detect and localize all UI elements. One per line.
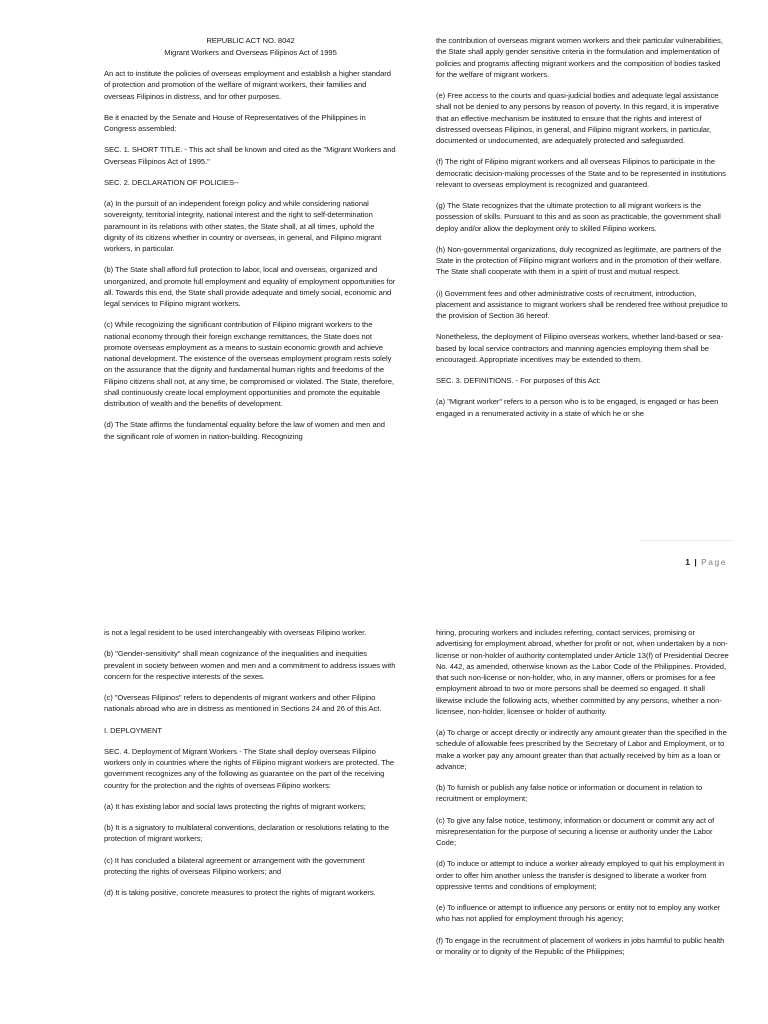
paragraph: (b) It is a signatory to multilateral conventions, declaration or resolutions relating to the protection of migrant workers;	[104, 823, 389, 844]
paragraph: (b) To furnish or publish any false notice or information or document in relation to recruitment or employment;	[436, 783, 703, 804]
section-heading: SEC. 2. DECLARATION OF POLICIES--	[104, 177, 239, 187]
page-footer	[685, 557, 727, 567]
paragraph: (d) It is taking positive, concrete measures to protect the rights of migrant workers.	[104, 888, 376, 897]
paragraph: (i) Government fees and other administrative costs of recruitment, introduction, placement and assistance to migrant workers shall be rendered free without prejudice to the provision of Section 36 hereof.	[436, 288, 728, 320]
paragraph: (f) The right of Filipino migrant workers and all overseas Filipinos to participate in the democratic decision-making processes of the State and to be represented in institutions relevant to overseas employment is recognized and guaranteed.	[436, 157, 726, 189]
page-1-right-column	[436, 35, 729, 429]
paragraph: SEC. 4. Deployment of Migrant Workers - The State shall deploy overseas Filipino workers only in countries where the rights of Filipino migrant workers are protected. The government recognizes any of the following as guarantee on the part of the receiving country for the protection and the rights of overseas Filipino workers:	[104, 746, 395, 790]
paragraph: the contribution of overseas migrant women workers and their particular vulnerabilities, the State shall apply gender sensitive criteria in the formulation and implementation of policies and programs affecting migrant workers and the composition of bodies tasked for the welfare of migrant workers.	[436, 36, 723, 79]
document-title: REPUBLIC ACT NO. 8042	[206, 36, 295, 45]
paragraph: (d) The State affirms the fundamental equality before the law of women and men and the significant role of women in nation-building. Recognizing	[104, 420, 385, 441]
page-2-left-column	[104, 627, 397, 908]
footer-separator: |	[694, 557, 697, 567]
paragraph: is not a legal resident to be used interchangeably with overseas Filipino worker.	[104, 628, 367, 637]
document-page-2	[0, 585, 768, 1024]
paragraph: (f) To engage in the recruitment of placement of workers in jobs harmful to public health or morality or to dignity of the Republic of the Philippines;	[436, 935, 725, 956]
paragraph: (g) The State recognizes that the ultimate protection to all migrant workers is the possession of skills. Pursuant to this and as soon as practicable, the government shall deploy and/or allow the deployment only to skilled Filipino workers.	[436, 201, 721, 233]
paragraph: Nonetheless, the deployment of Filipino overseas workers, whether land-based or sea-based by local service contractors and manning agencies employing them shall be encouraged. Appropriate incentives may be extended to them.	[436, 332, 724, 364]
paragraph: hiring, procuring workers and includes referring, contact services, promising or advertising for employment abroad, whether for profit or not, when undertaken by a non-license or non-holder of authority contemplated under Article 13(f) of Presidential Decree No. 442, as amended, otherwise known as the Labor Code of the Philippines. Provided, that such non-license or non-holder, who, in any manner, offers or promises for a fee employment abroad to two or more persons shall be deemed so engaged. It shall likewise include the following acts, whether committed by any persons, whether a non-licensee, non-holder, licensee or holder of authority.	[436, 628, 729, 716]
paragraph: (b) "Gender-sensitivity" shall mean cognizance of the inequalities and inequities prevalent in society between women and men and a commitment to address issues with concern for the respective interests of the sexes.	[104, 649, 396, 681]
section-heading: I. DEPLOYMENT	[104, 725, 163, 735]
paragraph: An act to institute the policies of overseas employment and establish a higher standard of protection and promotion of the welfare of migrant workers, their families and overseas Filipinos in distress, and for other purposes.	[104, 69, 391, 101]
paragraph: (a) "Migrant worker" refers to a person who is to be engaged, is engaged or has been engaged in a renumerated activity in a state of which he or she	[436, 397, 719, 418]
footer-page-label: Page	[701, 557, 727, 567]
paragraph: (a) It has existing labor and social laws protecting the rights of migrant workers;	[104, 801, 366, 811]
paragraph: (c) "Overseas Filipinos" refers to dependents of migrant workers and other Filipino nationals abroad who are in distress as mentioned in Sections 24 and 26 of this Act.	[104, 693, 382, 714]
paragraph: (c) It has concluded a bilateral agreement or arrangement with the government protecting the rights of overseas Filipino workers; and	[104, 855, 365, 876]
paragraph: (b) The State shall afford full protection to labor, local and overseas, organized and unorganized, and promote full employment and equality of employment opportunities for all. Towards this end, the State shall provide adequate and timely social, economic and legal services to Filipino migrant workers.	[104, 265, 396, 308]
page-1-left-column	[104, 35, 397, 452]
paragraph: Be it enacted by the Senate and House of Representatives of the Philippines in Congress assembled:	[104, 112, 366, 133]
page-number: 1	[685, 557, 690, 567]
section-heading: SEC. 3. DEFINITIONS. - For purposes of this Act:	[436, 376, 601, 385]
paragraph: (c) While recognizing the significant contribution of Filipino migrant workers to the national economy through their foreign exchange remittances, the State does not promote overseas employment as a means to sustain economic growth and achieve national development. The existence of the overseas employment program rests solely on the assurance that the dignity and fundamental human rights and freedoms of the Filipino citizens shall not, at any time, be compromised or violated. The State, therefore, shall continuously create local employment opportunities and promote the equitable distribution of wealth and the benefits of development.	[104, 320, 394, 408]
paragraph: (e) To influence or attempt to influence any persons or entity not to employ any worker who has not applied for employment through his agency;	[436, 903, 721, 924]
paragraph: (a) In the pursuit of an independent foreign policy and while considering national sovereignty, territorial integrity, national interest and the right to self-determination paramount in its relations with other states, the State shall, at all times, uphold the dignity of its citizens whether in country or overseas, in general, and Filipino migrant workers, in particular.	[104, 199, 382, 253]
paragraph: (d) To induce or attempt to induce a worker already employed to quit his employment in order to offer him another unless the transfer is designed to liberate a worker from oppressive terms and conditions of employment;	[436, 859, 725, 891]
paragraph: (a) To charge or accept directly or indirectly any amount greater than the specified in the schedule of allowable fees prescribed by the Secretary of Labor and Employment, or to make a worker pay any amount greater than that actually received by him as a loan or advance;	[436, 728, 727, 771]
paragraph: SEC. 1. SHORT TITLE. - This act shall be known and cited as the "Migrant Workers and Overseas Filipinos Act of 1995."	[104, 145, 396, 166]
paragraph: (c) To give any false notice, testimony, information or document or commit any act of misrepresentation for the purpose of securing a license or authority under the Labor Code;	[436, 815, 715, 847]
footer-divider	[640, 540, 733, 541]
title-block	[104, 35, 397, 58]
page-2-right-column	[436, 627, 729, 967]
paragraph: (h) Non-governmental organizations, duly recognized as legitimate, are partners of the State in the protection of Filipino migrant workers and in the promotion of their welfare. The State shall cooperate with them in a spirit of trust and mutual respect.	[436, 244, 722, 277]
document-subtitle: Migrant Workers and Overseas Filipinos Act of 1995	[164, 47, 337, 57]
paragraph: (e) Free access to the courts and quasi-judicial bodies and adequate legal assistance shall not be denied to any persons by reason of poverty. In this regard, it is imperative that an effective mechanism be instituted to ensure that the rights and interest of distressed overseas Filipinos, in general, and Filipino migrant workers, in particular, documented or undocumented, are adequately protected and safeguarded.	[436, 91, 719, 145]
